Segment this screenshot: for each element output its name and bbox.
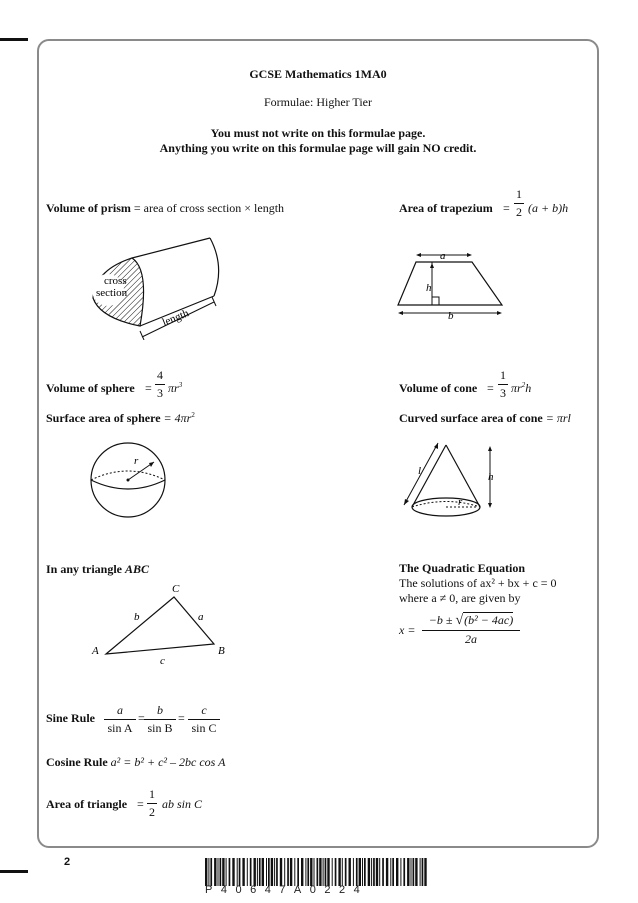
fraction-bar — [104, 719, 136, 720]
barcode-bar — [317, 858, 319, 886]
quadratic-line-1: The solutions of ax² + bx + c = 0 — [399, 576, 557, 590]
triangle-heading — [46, 562, 149, 577]
sphere-volume-label: Volume of sphere — [46, 381, 135, 395]
barcode-bar — [305, 858, 306, 886]
barcode-bar — [396, 858, 398, 886]
barcode-bar — [392, 858, 394, 886]
barcode-bar — [257, 858, 258, 886]
barcode-bar — [210, 858, 212, 886]
barcode-bar — [403, 858, 405, 886]
fraction-numerator: c — [201, 703, 207, 717]
area-triangle-fraction — [147, 787, 157, 820]
fraction-bar — [147, 803, 157, 804]
sine-frac-c — [188, 703, 220, 736]
cosine-rule-label: Cosine Rule — [46, 755, 108, 769]
barcode-bar — [218, 858, 219, 886]
triangle-heading-prefix: In any triangle — [46, 562, 123, 576]
barcode-text: P40647A0224 — [205, 884, 369, 896]
barcode-bar — [294, 858, 295, 886]
trapezium-rest: (a + b)h — [528, 201, 569, 215]
barcode-bar — [335, 858, 337, 886]
barcode-bar — [220, 858, 222, 886]
sphere-surface-label: Surface area of sphere — [46, 411, 161, 425]
barcode-bar — [415, 858, 417, 886]
barcode-bar — [222, 858, 224, 886]
page-subtitle: Formulae: Higher Tier — [264, 95, 372, 109]
barcode-bar — [287, 858, 289, 886]
quadratic-line-2: where a ≠ 0, are given by — [399, 591, 521, 605]
quadratic-num-b: (b² − 4ac) — [464, 613, 514, 627]
sine-frac-a — [104, 703, 136, 736]
barcode-bar — [368, 858, 370, 886]
fraction-denominator: 3 — [500, 386, 506, 400]
quadratic-fraction — [422, 613, 520, 647]
fraction-bar — [422, 630, 520, 631]
triangle-B-label: B — [218, 645, 225, 657]
barcode-bar — [356, 858, 358, 886]
sphere-fraction — [155, 368, 165, 401]
fraction-bar — [188, 719, 220, 720]
barcode-bar — [226, 858, 227, 886]
fraction-numerator: 1 — [149, 787, 155, 801]
barcode-bar — [232, 858, 234, 886]
sphere-surface — [46, 411, 195, 426]
cone-eq: = — [487, 381, 494, 395]
cone-curved-label: Curved surface area of cone — [399, 411, 543, 425]
cone-h: h — [525, 381, 532, 395]
triangle-A-label: A — [92, 645, 99, 657]
triangle-b-label: b — [134, 611, 140, 623]
prism-diagram — [80, 230, 240, 340]
barcode-bar — [250, 858, 252, 886]
prism-formula-text: = area of cross section × length — [133, 201, 285, 215]
section-label: section — [96, 287, 128, 299]
barcode-bar — [386, 858, 388, 886]
barcode-bar — [268, 858, 270, 886]
fraction-numerator: b — [157, 703, 163, 717]
triangle-c-label: c — [160, 655, 165, 667]
barcode-bar — [310, 858, 312, 886]
barcode-bar — [342, 858, 343, 886]
barcode-bar — [242, 858, 244, 886]
sphere-eq: = — [145, 381, 152, 395]
trapezium-a-label: a — [440, 250, 446, 262]
cone-r-label: r — [458, 496, 463, 508]
barcode-bar — [390, 858, 391, 886]
fraction-denominator: 2 — [516, 205, 522, 219]
prism-label: Volume of prism — [46, 201, 131, 215]
barcode-bar — [237, 858, 238, 886]
barcode-bar — [274, 858, 275, 886]
cross-label: cross — [104, 275, 127, 287]
sqrt-icon: √ — [455, 613, 464, 628]
barcode-bar — [314, 858, 315, 886]
barcode-bar — [376, 858, 378, 886]
page-title: GCSE Mathematics 1MA0 — [249, 67, 387, 81]
cone-h-label: h — [488, 471, 494, 483]
barcode-bar — [325, 858, 327, 886]
area-triangle-rest: ab sin C — [162, 797, 203, 811]
trapezium-eq: = — [503, 201, 510, 215]
barcode-bar — [280, 858, 282, 886]
cone-exponent: 2 — [521, 381, 526, 389]
warning-line-2: Anything you write on this formulae page will gain NO credit. — [159, 141, 477, 155]
sine-rule-label: Sine Rule — [46, 711, 96, 725]
trapezium-label: Area of trapezium — [399, 201, 493, 215]
barcode-bar — [290, 858, 292, 886]
barcode-bar — [262, 858, 264, 886]
barcode-bar — [327, 858, 329, 886]
fraction-numerator: 1 — [516, 187, 522, 201]
barcode-bar — [271, 858, 273, 886]
barcode-bar — [359, 858, 361, 886]
sine-eq-1: = — [138, 711, 145, 725]
triangle-C-label: C — [172, 583, 180, 595]
barcode-bar — [364, 858, 366, 886]
warning-line-1: You must not write on this formulae page. — [210, 126, 426, 140]
barcode-bar — [208, 858, 209, 886]
quadratic-x-eq: x = — [399, 623, 416, 637]
barcode-bar — [400, 858, 401, 886]
fraction-denominator: 2 — [149, 805, 155, 819]
quadratic-numerator — [422, 613, 520, 629]
cone-fraction — [498, 368, 508, 401]
fraction-numerator: a — [117, 703, 123, 717]
barcode-bar — [229, 858, 231, 886]
fraction-denominator: 3 — [157, 386, 163, 400]
triangle-diagram — [88, 580, 238, 670]
cosine-rule — [46, 755, 225, 770]
area-triangle-label: Area of triangle — [46, 797, 128, 811]
sine-frac-b — [144, 703, 176, 736]
cone-volume-label: Volume of cone — [399, 381, 478, 395]
sphere-volume-rest — [168, 381, 182, 396]
cone-l-label: l — [418, 465, 422, 477]
barcode-bar — [214, 858, 216, 886]
barcode-bar — [239, 858, 241, 886]
barcode-bar — [205, 858, 207, 886]
trapezium-b-label: b — [448, 310, 454, 322]
sine-eq-2: = — [178, 711, 185, 725]
barcode-bar — [259, 858, 261, 886]
trapezium-h-label: h — [426, 282, 432, 294]
barcode-bar — [254, 858, 256, 886]
barcode-bar — [319, 858, 321, 886]
barcode-bar — [338, 858, 340, 886]
barcode-bar — [424, 858, 426, 886]
area-triangle-eq: = — [137, 797, 144, 811]
cone-pi-r: πr — [511, 381, 522, 395]
fraction-denominator: sin A — [107, 721, 133, 735]
barcode-bar — [332, 858, 333, 886]
barcode-bar — [422, 858, 424, 886]
prism-formula — [46, 201, 284, 216]
quadratic-denominator: 2a — [465, 632, 477, 646]
barcode-bar — [307, 858, 309, 886]
fraction-numerator: 1 — [500, 368, 506, 382]
barcode-bar — [382, 858, 384, 886]
triangle-a-label: a — [198, 611, 204, 623]
barcode-bar — [323, 858, 324, 886]
barcode — [205, 858, 428, 886]
cone-curved-formula: = πrl — [545, 411, 571, 425]
trapezium-diagram — [394, 245, 510, 323]
barcode-bar — [373, 858, 375, 886]
barcode-bar — [407, 858, 409, 886]
sphere-surface-exponent: 2 — [191, 411, 195, 419]
barcode-bar — [297, 858, 299, 886]
fraction-denominator: sin B — [147, 721, 173, 735]
barcode-bar — [420, 858, 421, 886]
barcode-bar — [413, 858, 415, 886]
sphere-exponent: 3 — [178, 381, 183, 389]
barcode-bar — [266, 858, 267, 886]
barcode-bar — [284, 858, 285, 886]
sphere-pi-r: πr — [168, 381, 179, 395]
cone-curved — [399, 411, 571, 426]
cone-volume-rest — [511, 381, 531, 396]
sphere-r-label: r — [134, 455, 139, 467]
barcode-bar — [379, 858, 380, 886]
fraction-denominator: sin C — [191, 721, 217, 735]
barcode-bar — [349, 858, 351, 886]
barcode-bar — [353, 858, 354, 886]
margin-mark-top — [0, 38, 28, 41]
barcode-bar — [362, 858, 363, 886]
barcode-bar — [276, 858, 278, 886]
barcode-bar — [371, 858, 372, 886]
fraction-bar — [514, 203, 524, 204]
length-label: length — [160, 307, 191, 329]
cosine-rule-formula: a² = b² + c² – 2bc cos A — [110, 755, 226, 769]
quadratic-num-a: −b ± — [428, 613, 453, 627]
cone-diagram — [400, 440, 504, 528]
page-number: 2 — [64, 856, 71, 868]
margin-mark-bottom — [0, 870, 28, 873]
fraction-numerator: 4 — [157, 368, 163, 382]
trapezium-fraction — [514, 187, 524, 220]
barcode-bar — [301, 858, 303, 886]
quadratic-title: The Quadratic Equation — [399, 561, 526, 575]
sphere-diagram — [88, 440, 172, 524]
triangle-heading-name: ABC — [125, 562, 150, 576]
barcode-bar — [345, 858, 347, 886]
sphere-surface-formula: = 4πr — [163, 411, 192, 425]
fraction-bar — [144, 719, 176, 720]
barcode-bar — [411, 858, 412, 886]
barcode-bar — [247, 858, 248, 886]
fraction-bar — [498, 384, 508, 385]
fraction-bar — [155, 384, 165, 385]
